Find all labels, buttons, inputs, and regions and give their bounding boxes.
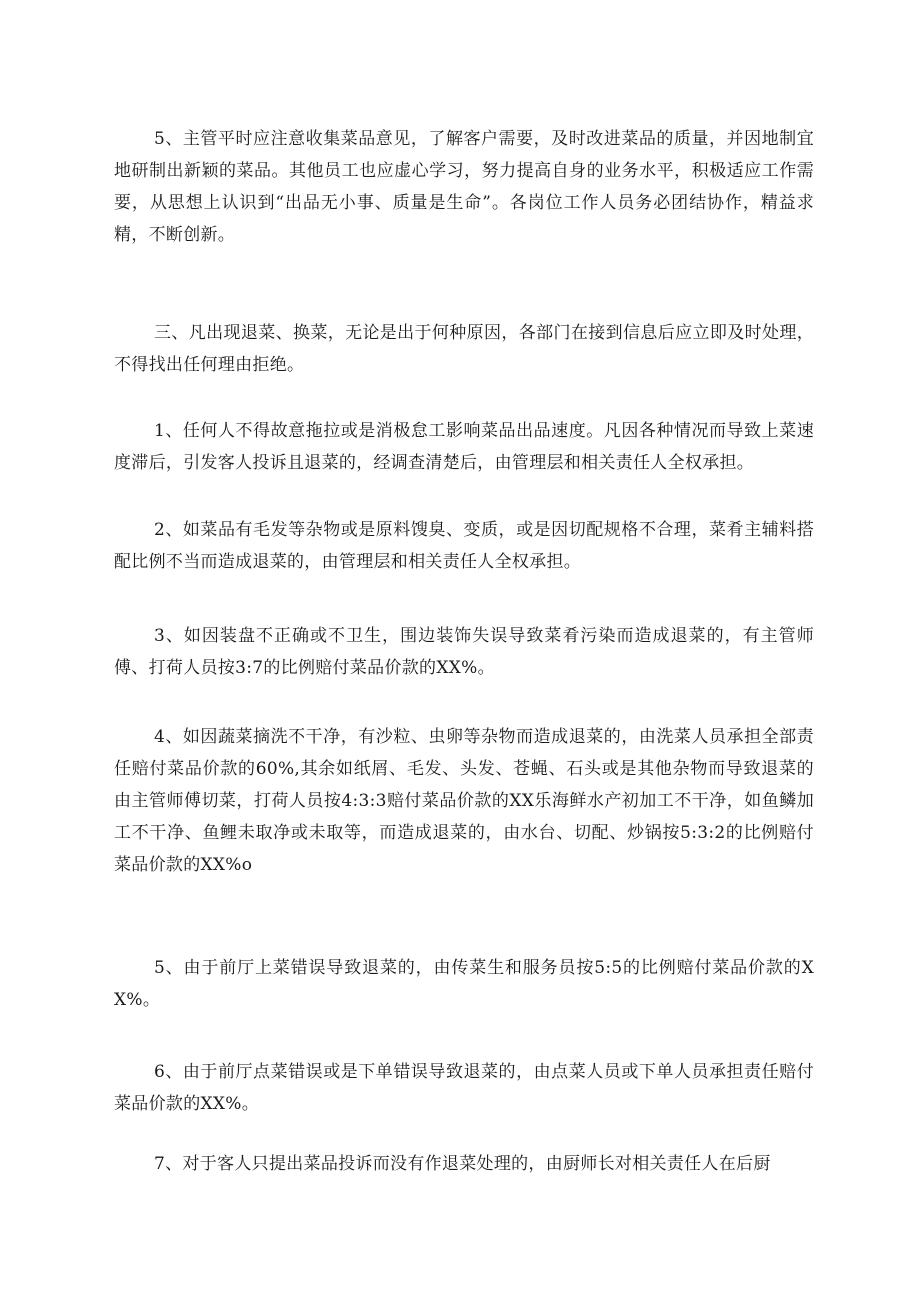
paragraph-1: 5、主管平时应注意收集菜品意见，了解客户需要，及时改进菜品的质量，并因地制宜地研制出新颖的菜品。其他员工也应虚心学习，努力提高自身的业务水平，积极适应工作需要，从思想上认识到“出品无小事、质量是生命”。各岗位工作人员务必团结协作，精益求精，不断创新。 bbox=[114, 129, 814, 245]
paragraph-6: 4、如因蔬菜摘洗不干净，有沙粒、虫卵等杂物而造成退菜的，由洗菜人员承担全部责任赔付菜品价款的60%,其余如纸屑、毛发、头发、苍蝇、石头或是其他杂物而导致退菜的由主管师傅切菜，打荷人员按4:3:3赔付菜品价款的XX乐海鲜水产初加工不干净，如鱼鳞加工不干净、鱼鲤未取净或未取等，而造成退菜的，由水台、切配、炒锅按5:3:2的比例赔付菜品价款的XX%o bbox=[114, 727, 814, 875]
paragraph-4: 2、如菜品有毛发等杂物或是原料馊臭、变质，或是因切配规格不合理，菜肴主辅料搭配比例不当而造成退菜的，由管理层和相关责任人全权承担。 bbox=[114, 520, 814, 572]
paragraph-2: 三、凡出现退菜、换菜，无论是出于何种原因，各部门在接到信息后应立即及时处理，不得找出任何理由拒绝。 bbox=[114, 323, 814, 375]
paragraph-3: 1、任何人不得故意拖拉或是消极怠工影响菜品出品速度。凡因各种情况而导致上菜速度滞后，引发客人投诉且退菜的，经调查清楚后，由管理层和相关责任人全权承担。 bbox=[114, 421, 814, 473]
paragraph-9: 7、对于客人只提出菜品投诉而没有作退菜处理的，由厨师长对相关责任人在后厨 bbox=[154, 1154, 771, 1174]
paragraph-7: 5、由于前厅上菜错误导致退菜的，由传菜生和服务员按5:5的比例赔付菜品价款的XX%。 bbox=[114, 958, 814, 1010]
paragraph-5: 3、如因装盘不正确或不卫生，围边装饰失误导致菜肴污染而造成退菜的，有主管师傅、打荷人员按3:7的比例赔付菜品价款的XX%。 bbox=[114, 626, 814, 678]
paragraph-8: 6、由于前厅点菜错误或是下单错误导致退菜的，由点菜人员或下单人员承担责任赔付菜品价款的XX%。 bbox=[114, 1062, 814, 1114]
